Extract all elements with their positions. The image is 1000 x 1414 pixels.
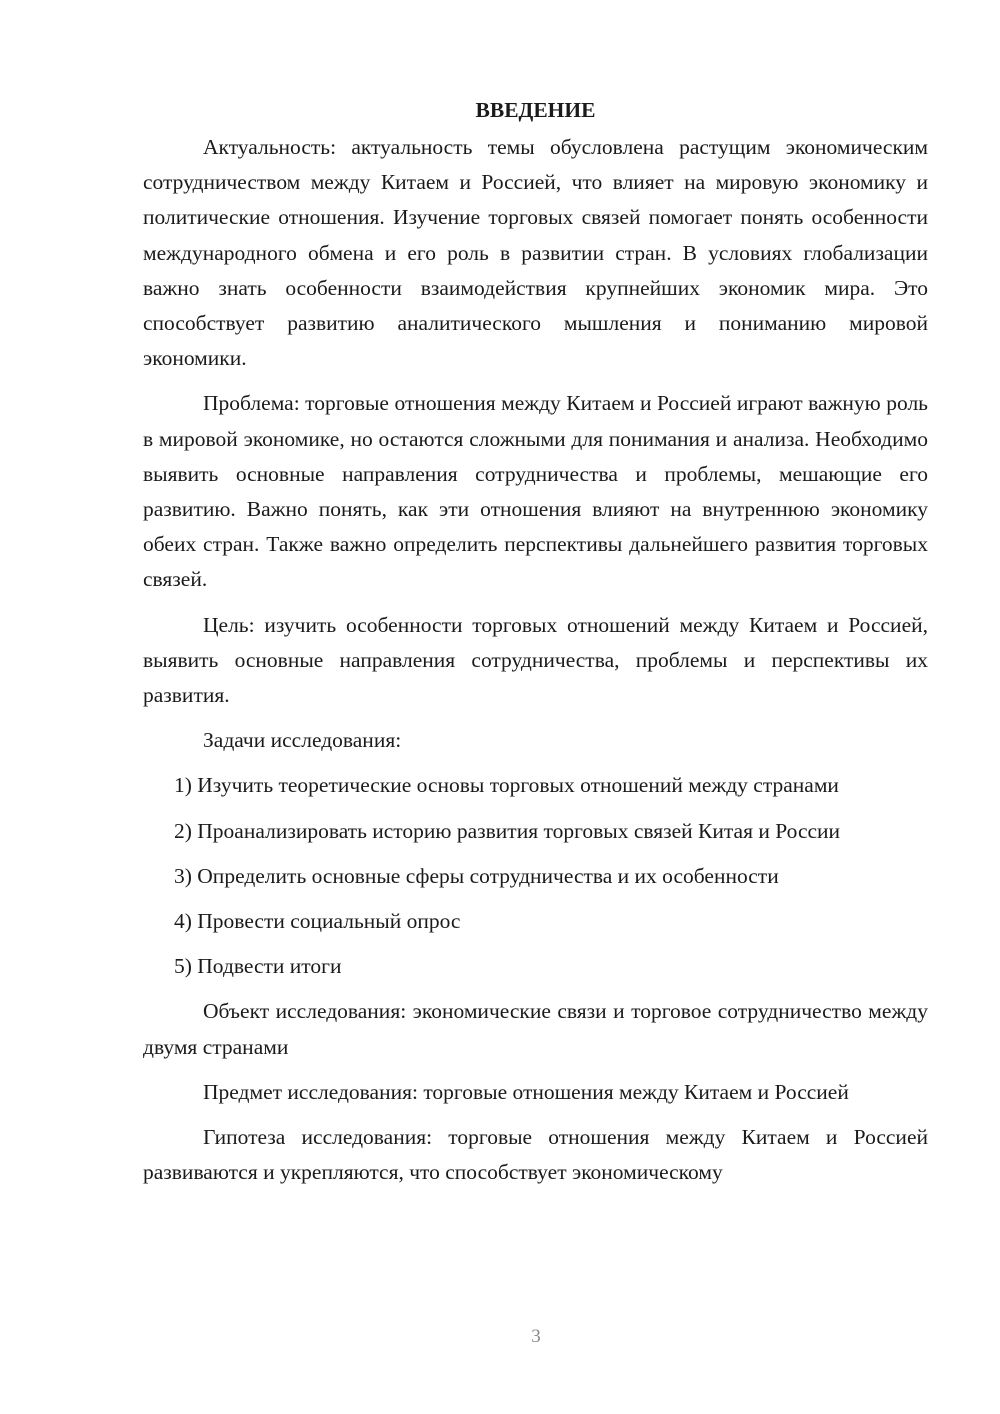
task-item-3: 3) Определить основные сферы сотрудничества и их особенности [174,863,779,888]
goal-paragraph: Цель: изучить особенности торговых отношений между Китаем и Россией, выявить основные направления сотрудничества, проблемы и перспективы их развития. [143,612,928,708]
problem-paragraph: Проблема: торговые отношения между Китаем и Россией играют важную роль в мировой экономике, но остаются сложными для понимания и анализа. Необходимо выявить основные направления сотрудничества и проблемы, мешающие его развитию. Важно понять, как эти отношения влияют на внутреннюю экономику обеих стран. Также важно определить перспективы дальнейшего развития торговых связей. [143,391,928,592]
page-number: 3 [531,1326,541,1347]
relevance-paragraph: Актуальность: актуальность темы обусловлена растущим экономическим сотрудничеством между Китаем и Россией, что влияет на мировую экономику и политические отношения. Изучение торговых связей помогает понять особенности международного обмена и его роль в развитии стран. В условиях глобализации важно знать особенности взаимодействия крупнейших экономик мира. Это способствует развитию аналитического мышления и пониманию мировой экономики. [143,135,928,371]
subject-paragraph: Предмет исследования: торговые отношения между Китаем и Россией [203,1079,849,1104]
task-item-5: 5) Подвести итоги [174,954,342,979]
task-item-2: 2) Проанализировать историю развития торговых связей Китая и России [174,818,841,843]
tasks-heading: Задачи исследования: [203,728,402,753]
object-paragraph: Объект исследования: экономические связи и торговое сотрудничество между двумя странами [143,999,928,1059]
document-body [143,93,928,1200]
task-item-4: 4) Провести социальный опрос [174,909,461,934]
task-item-1: 1) Изучить теоретические основы торговых отношений между странами [174,773,839,798]
hypothesis-paragraph: Гипотеза исследования: торговые отношения между Китаем и Россией развиваются и укрепляются, что способствует экономическому [143,1125,928,1185]
section-title: ВВЕДЕНИЕ [475,98,596,122]
